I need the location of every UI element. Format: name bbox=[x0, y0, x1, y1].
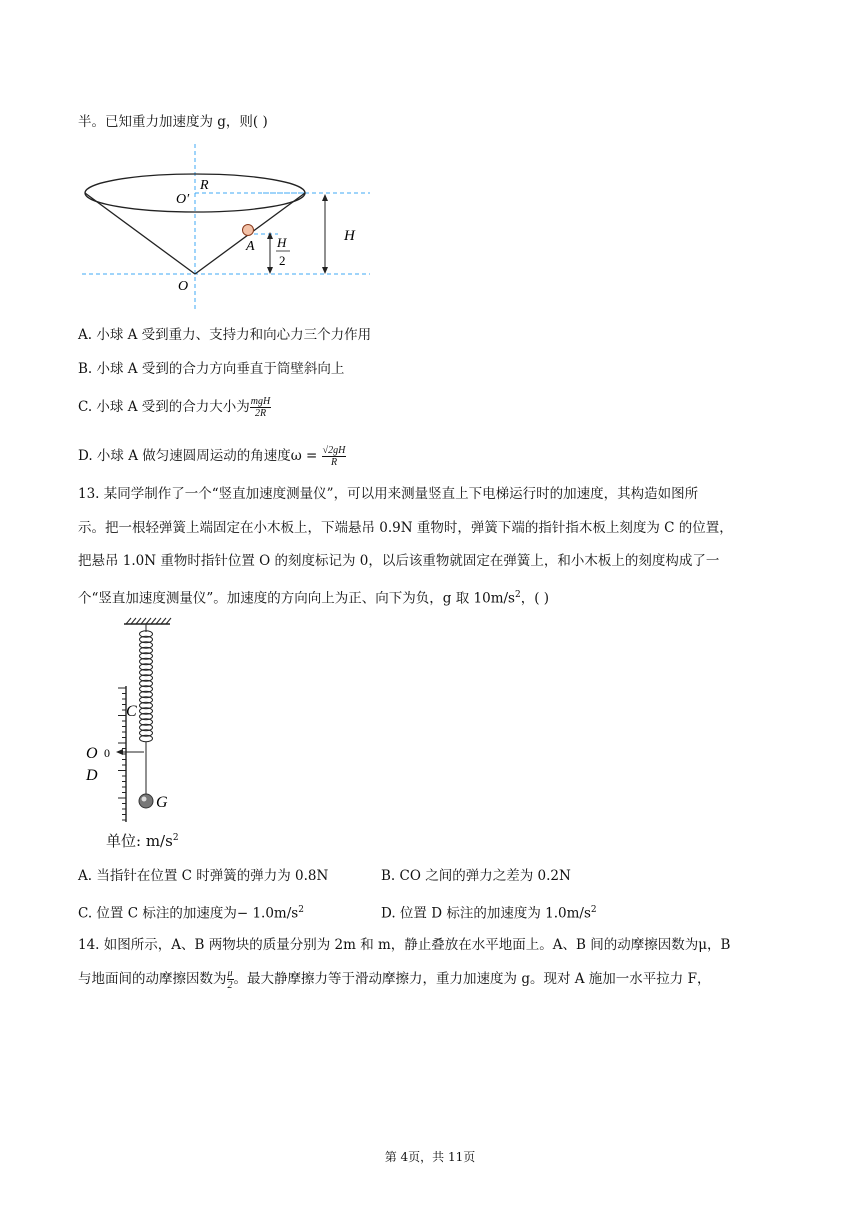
q12-option-d bbox=[78, 445, 346, 468]
q12-intro: 半。已知重力加速度为 g，则( ) bbox=[78, 114, 268, 130]
q13-option-b: B. CO 之间的弹力之差为 0.2N bbox=[381, 868, 571, 884]
label-R: R bbox=[200, 178, 209, 193]
q13-line-4-prefix: 个“竖直加速度测量仪”。加速度的方向向上为正、向下为负，g 取 10m/s bbox=[78, 590, 515, 607]
q14-mu-half bbox=[227, 968, 234, 991]
q13-option-d bbox=[381, 900, 597, 924]
q14-line-2 bbox=[78, 968, 710, 991]
q14-line-2-prefix: 与地面间的动摩擦因数为 bbox=[78, 971, 227, 987]
spring-scale-figure bbox=[78, 614, 278, 854]
q14-line-2-suffix: 。最大静摩擦力等于滑动摩擦力，重力加速度为 g。现对 A 施加一水平拉力 F， bbox=[233, 971, 711, 987]
q13-line-4-sup: 2 bbox=[514, 590, 521, 600]
label-O: O bbox=[178, 279, 189, 294]
q12-d-num: √2gH bbox=[322, 445, 346, 456]
q12-option-b: B. 小球 A 受到的合力方向垂直于筒壁斜向上 bbox=[78, 361, 345, 377]
q12-option-c-fraction bbox=[250, 396, 271, 419]
q12-option-c-prefix: C. 小球 A 受到的合力大小为 bbox=[78, 399, 250, 415]
label-A: A bbox=[246, 239, 255, 254]
q13-line-4-suffix: ，( ) bbox=[520, 590, 550, 607]
q13-option-c-sup: 2 bbox=[298, 905, 304, 915]
q12-d-den: R bbox=[330, 457, 338, 468]
q12-c-num: mgH bbox=[250, 396, 271, 407]
q12-option-c bbox=[78, 396, 271, 419]
q13-line-1: 13. 某同学制作了一个“竖直加速度测量仪”，可以用来测量竖直上下电梯运行时的加速度，其构造如图所 bbox=[78, 486, 699, 502]
label-O-prime: O′ bbox=[176, 192, 190, 207]
label-H-half-den: 2 bbox=[279, 253, 286, 268]
q12-c-den: 2R bbox=[254, 408, 267, 419]
q12-option-d-prefix: D. 小球 A 做匀速圆周运动的角速度ω = bbox=[78, 448, 322, 464]
q14-mu-num: μ bbox=[227, 968, 233, 979]
label-zero: 0 bbox=[104, 746, 110, 760]
q13-line-4 bbox=[78, 585, 549, 609]
q14-mu-den: 2 bbox=[227, 980, 233, 991]
q12-option-d-fraction bbox=[322, 445, 347, 468]
label-C: C bbox=[126, 703, 137, 720]
q12-option-a: A. 小球 A 受到重力、支持力和向心力三个力作用 bbox=[78, 327, 372, 343]
unit-label-sup: 2 bbox=[172, 833, 179, 843]
q13-option-a: A. 当指针在位置 C 时弹簧的弹力为 0.8N bbox=[78, 868, 329, 884]
unit-label bbox=[106, 828, 179, 851]
q13-line-3: 把悬吊 1.0N 重物时指针位置 O 的刻度标记为 0，以后该重物就固定在弹簧上，和小木板上的刻度构成了一 bbox=[78, 553, 720, 569]
label-O-scale: O bbox=[86, 745, 98, 762]
unit-label-text: 单位: m/s bbox=[106, 832, 173, 850]
cone-figure bbox=[78, 144, 378, 314]
label-D: D bbox=[86, 767, 98, 784]
q13-option-d-sup: 2 bbox=[590, 905, 597, 915]
label-G: G bbox=[156, 794, 168, 811]
q14-line-1: 14. 如图所示，A、B 两物块的质量分别为 2m 和 m，静止叠放在水平地面上。A、B 间的动摩擦因数为μ，B bbox=[78, 937, 731, 953]
label-H: H bbox=[344, 228, 355, 244]
q13-option-c bbox=[78, 900, 304, 924]
page-footer: 第 4页，共 11页 bbox=[384, 1150, 476, 1164]
q13-option-c-text: C. 位置 C 标注的加速度为− 1.0m/s bbox=[78, 905, 299, 922]
q13-line-2: 示。把一根轻弹簧上端固定在小木板上，下端悬吊 0.9N 重物时，弹簧下端的指针指木板上刻度为 C 的位置， bbox=[78, 520, 733, 536]
q13-option-d-text: D. 位置 D 标注的加速度为 1.0m/s bbox=[381, 905, 591, 922]
label-H-half-num: H bbox=[277, 235, 287, 250]
